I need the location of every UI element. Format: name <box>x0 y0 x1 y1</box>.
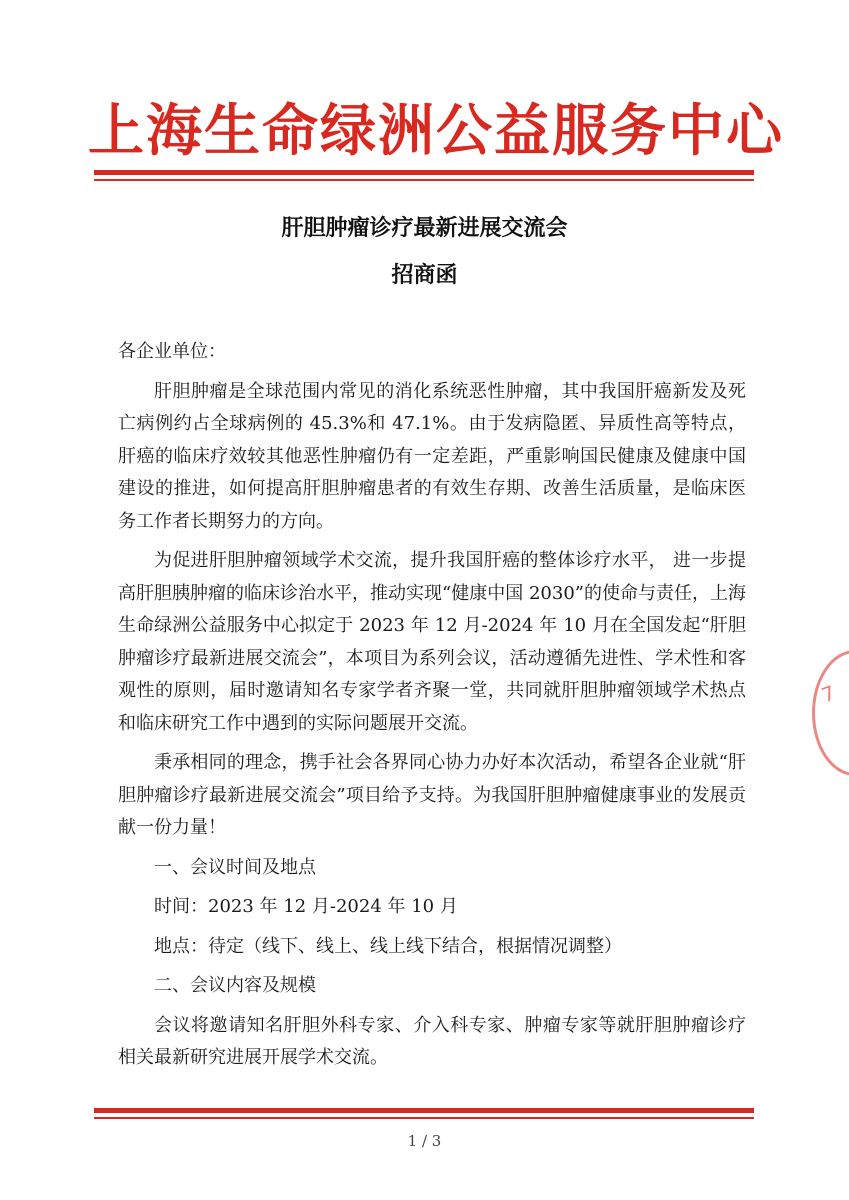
letterhead-rule-thin <box>94 179 754 181</box>
paragraph-background: 肝胆肿瘤是全球范围内常见的消化系统恶性肿瘤，其中我国肝癌新发及死亡病例约占全球病例的 45.3%和 47.1%。由于发病隐匿、异质性高等特点，肝癌的临床疗效较其他恶性肿瘤仍有一定差距，严重影响国民健康及健康中国建设的推进，如何提高肝胆肿瘤患者的有效生存期、改善生活质量，是临床医务工作者长期努力的方向。 <box>118 380 746 532</box>
document-title: 肝胆肿瘤诊疗最新进展交流会 <box>281 215 568 241</box>
seal-fragment-mark: 7 <box>818 680 839 708</box>
section-heading-time-place: 一、会议时间及地点 <box>154 856 316 878</box>
letter-body <box>118 336 746 1082</box>
official-seal-edge <box>812 650 849 776</box>
meeting-time: 时间：2023 年 12 月-2024 年 10 月 <box>154 896 458 917</box>
footer-rule-thin <box>94 1117 754 1119</box>
document-subtitle: 招商函 <box>391 262 458 288</box>
paragraph-appeal: 秉承相同的理念，携手社会各界同心协力办好本次活动，希望各企业就“肝胆肿瘤诊疗最新进展交流会”项目给予支持。为我国肝胆肿瘤健康事业的发展贡献一份力量！ <box>118 752 746 838</box>
section-heading-content-scale: 二、会议内容及规模 <box>154 975 316 996</box>
meeting-place: 地点：待定（线下、线上、线上线下结合，根据情况调整） <box>154 935 622 957</box>
meeting-content: 会议将邀请知名肝胆外科专家、介入科专家、肿瘤专家等就肝胆肿瘤诊疗相关最新研究进展开展学术交流。 <box>118 1014 746 1068</box>
letterhead-organization-name: 上海生命绿洲公益服务中心 <box>88 99 784 164</box>
page-number: 1 / 3 <box>407 1132 442 1150</box>
salutation: 各企业单位： <box>118 341 226 362</box>
paragraph-purpose: 为促进肝胆肿瘤领域学术交流，提升我国肝癌的整体诊疗水平， 进一步提高肝胆胰肿瘤的临床诊治水平，推动实现“健康中国 2030”的使命与责任，上海生命绿洲公益服务中心拟定于 2023 年 12 月-2024 年 10 月在全国发起“肝胆肿瘤诊疗最新进展交流会”，本项目为系列会议，活动遵循先进性、学术性和客观性的原则，届时邀请知名专家学者齐聚一堂，共同就肝胆肿瘤领域学术热点和临床研究工作中遇到的实际问题展开交流。 <box>118 550 746 734</box>
footer-rule-thick <box>94 1108 754 1113</box>
letterhead-rule-thick <box>94 170 754 175</box>
